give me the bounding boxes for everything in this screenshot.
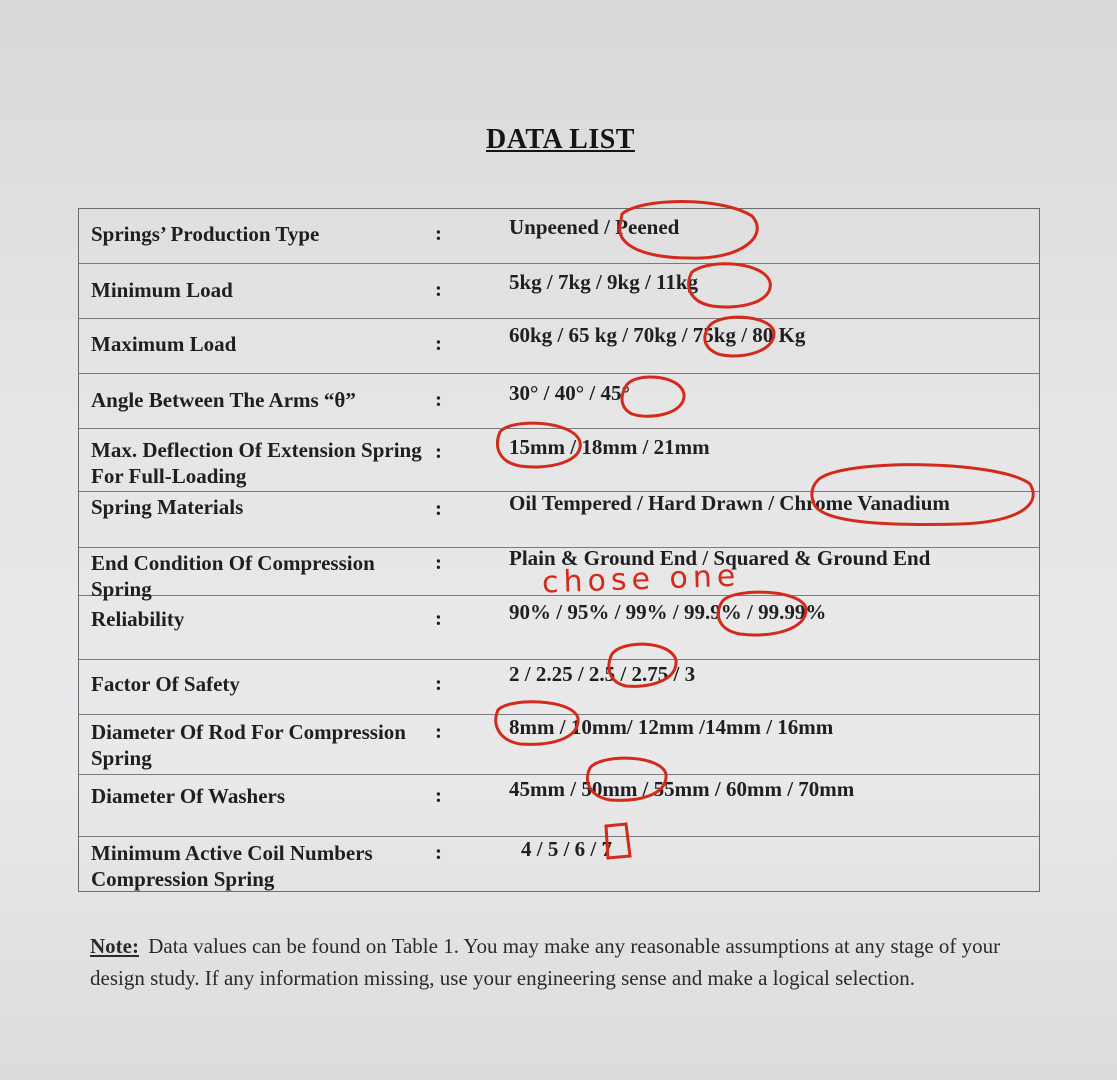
row-values: 45mm / 50mm / 55mm / 60mm / 70mm	[509, 777, 855, 801]
row-label: Factor Of Safety	[91, 672, 240, 696]
circle-2-5	[609, 644, 676, 686]
row-values: 4 / 5 / 6 / 7	[521, 837, 613, 861]
row-colon: :	[435, 496, 442, 520]
row-label: Diameter Of Rod For Compression Spring	[91, 720, 406, 770]
row-values: 2 / 2.25 / 2.5 / 2.75 / 3	[509, 662, 696, 686]
circle-11kg	[689, 264, 771, 307]
box-6	[606, 824, 630, 858]
row-label: Minimum Load	[91, 278, 233, 302]
handwritten-note: chose one	[541, 558, 741, 601]
row-label: Springs’ Production Type	[91, 222, 320, 246]
row-colon: :	[435, 671, 442, 695]
circle-99-9	[718, 592, 806, 635]
row-values: Plain & Ground End / Squared & Ground End	[509, 546, 931, 570]
circle-50mm	[587, 758, 666, 800]
row-colon: :	[435, 719, 442, 743]
row-colon: :	[435, 840, 442, 864]
row-colon: :	[435, 221, 442, 245]
circle-45deg	[622, 377, 684, 416]
row-label: End Condition Of Compression Spring	[91, 551, 375, 601]
circle-15mm	[497, 423, 580, 467]
circle-chrome-vanadium	[812, 465, 1033, 525]
row-label: Max. Deflection Of Extension Spring For Full-Loading	[91, 438, 422, 488]
row-values: 5kg / 7kg / 9kg / 11kg	[509, 270, 699, 294]
note-paragraph	[90, 930, 1005, 994]
note-label: Note:	[90, 934, 139, 958]
row-values: 60kg / 65 kg / 70kg / 75kg / 80 Kg	[509, 323, 806, 347]
circle-8mm	[496, 702, 578, 745]
row-values: Unpeened / Peened	[509, 215, 680, 239]
row-colon: :	[435, 387, 442, 411]
row-label: Diameter Of Washers	[91, 784, 286, 808]
row-values: 30° / 40° / 45°	[509, 381, 630, 405]
row-colon: :	[435, 606, 442, 630]
row-label: Maximum Load	[91, 332, 237, 356]
row-values: 90% / 95% / 99% / 99.9% / 99.99%	[509, 600, 827, 624]
circle-peened	[620, 202, 758, 259]
page-title: DATA LIST	[486, 124, 635, 155]
row-values: 8mm / 10mm/ 12mm /14mm / 16mm	[509, 715, 834, 739]
row-values: 15mm / 18mm / 21mm	[509, 435, 710, 459]
row-label: Angle Between The Arms “θ”	[91, 388, 356, 412]
row-label: Spring Materials	[91, 495, 244, 519]
row-colon: :	[435, 277, 442, 301]
circle-75kg	[705, 317, 774, 356]
row-colon: :	[435, 439, 442, 463]
row-colon: :	[435, 331, 442, 355]
row-colon: :	[435, 550, 442, 574]
row-colon: :	[435, 783, 442, 807]
row-label: Minimum Active Coil Numbers Compression Spring	[91, 841, 373, 891]
row-values: Oil Tempered / Hard Drawn / Chrome Vanadium	[509, 491, 950, 515]
note-text: Data values can be found on Table 1. You may make any reasonable assumptions at any stage of your design study. If any information missing, use your engineering sense and make a logical selection.	[90, 934, 1001, 990]
row-label: Reliability	[91, 607, 185, 631]
